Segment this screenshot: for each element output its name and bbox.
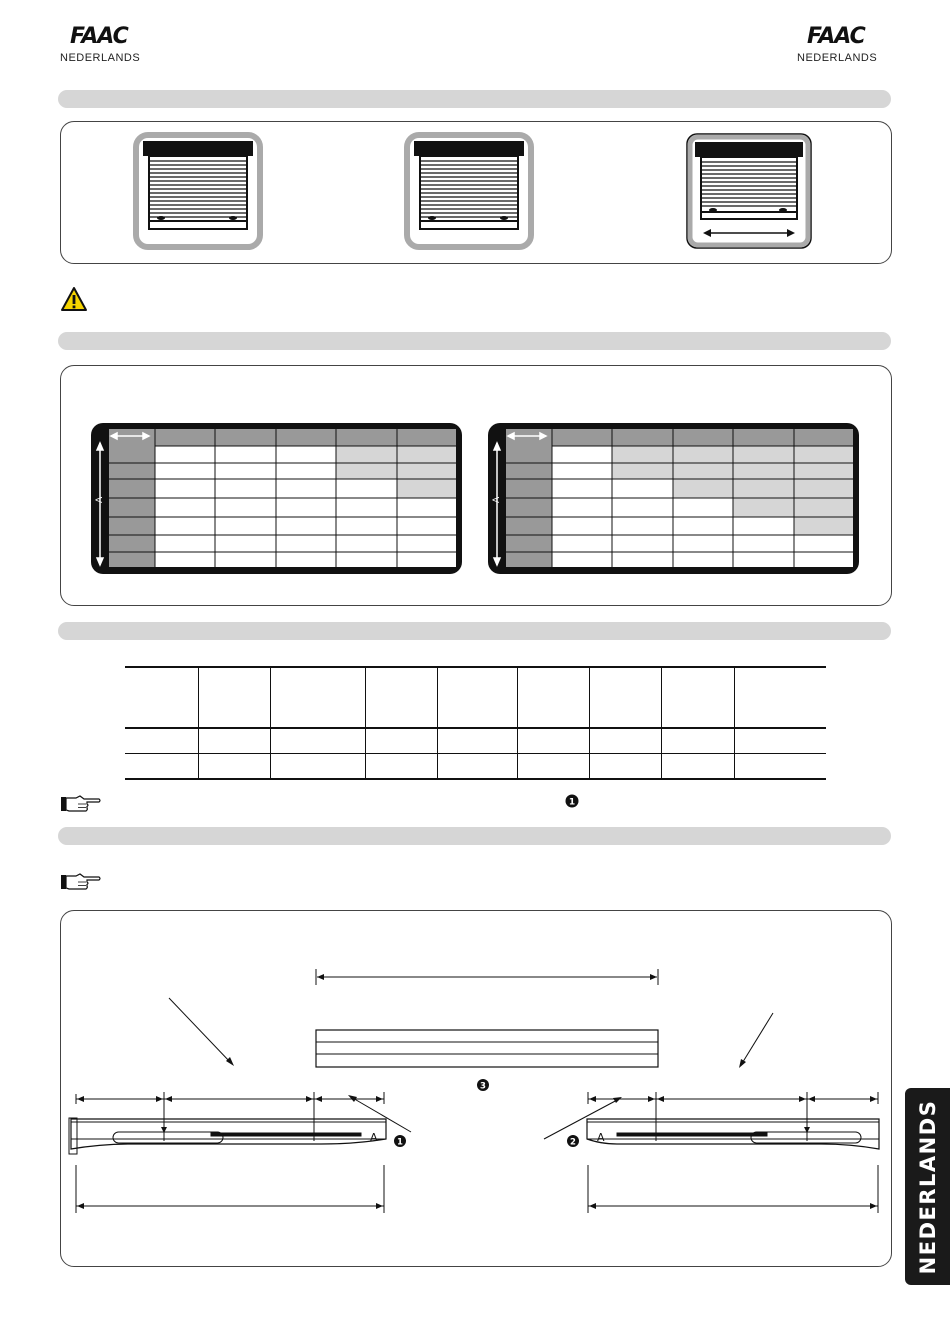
marker-2-label: 2 [570,1137,576,1148]
table-cell [198,667,270,728]
dimension-grids-panel [60,365,892,606]
brand-logo-left: FAAC [70,24,128,49]
table-cell [125,667,198,728]
marker-1-label: 1 [397,1137,403,1148]
marker-1-label: 1 [568,797,576,808]
table-cell [437,728,517,754]
table-cell [661,754,734,780]
table-cell [517,667,589,728]
language-label-left: NEDERLANDS [60,52,141,64]
table-cell [734,667,826,728]
table-cell [270,728,365,754]
table-cell [198,754,270,780]
table-cell [734,728,826,754]
section-bar-4 [58,827,891,845]
section-bar-2 [58,332,891,350]
table-cell [270,754,365,780]
table-cell [365,728,437,754]
profile-label-a-right: A [597,1131,605,1144]
table-cell [517,754,589,780]
profile-technical-drawing [61,911,891,1266]
table-cell [517,728,589,754]
shutter-illustration-3 [685,132,813,250]
pointing-hand-icon [60,872,102,892]
spec-table [125,666,826,780]
language-side-tab [905,1088,950,1285]
label-a: A [492,496,502,503]
table-cell [198,728,270,754]
table-cell [661,728,734,754]
profile-label-a-left: A [370,1131,378,1144]
section-bar-3 [58,622,891,640]
table-cell [125,728,198,754]
shutter-types-panel [60,121,892,264]
marker-1-badge [565,794,579,808]
table-cell [437,667,517,728]
label-a: A [95,496,105,503]
marker-3-label: 3 [480,1081,486,1092]
shutter-illustration-2 [404,132,534,250]
shutter-illustration-1 [133,132,263,250]
brand-logo-right: FAAC [807,24,865,49]
marker-3-badge [477,1079,489,1092]
table-cell [589,754,661,780]
section-bar-1 [58,90,891,108]
marker-1-badge [394,1135,406,1148]
table-cell [661,667,734,728]
table-row [125,754,826,780]
dimension-grid-left [89,421,464,576]
language-label-right: NEDERLANDS [797,52,878,64]
warning-icon [60,286,88,312]
table-cell [589,728,661,754]
table-cell [125,754,198,780]
side-tab-label: NEDERLANDS [915,1099,940,1274]
table-cell [589,667,661,728]
table-cell [365,667,437,728]
table-cell [270,667,365,728]
pointing-hand-icon [60,794,102,814]
table-header-row [125,667,826,728]
table-cell [365,754,437,780]
table-cell [437,754,517,780]
profile-drawing-panel [60,910,892,1267]
marker-2-badge [567,1135,579,1148]
table-row [125,728,826,754]
table-cell [734,754,826,780]
dimension-grid-right [486,421,861,576]
